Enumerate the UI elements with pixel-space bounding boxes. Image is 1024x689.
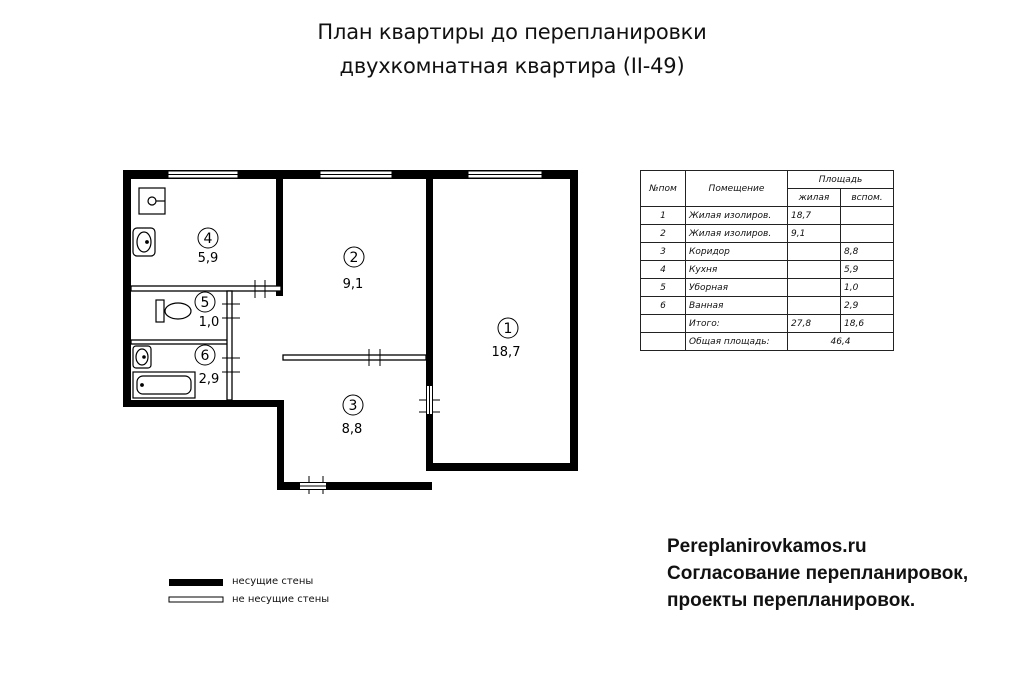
cell-aux xyxy=(841,207,894,225)
door-marks xyxy=(222,280,440,494)
cell-living: 18,7 xyxy=(788,207,841,225)
overall-label: Общая площадь: xyxy=(686,333,788,351)
cell-num: 5 xyxy=(641,279,686,297)
cell-name: Жилая изолиров. xyxy=(686,225,788,243)
footer-line-3: проекты перепланировок. xyxy=(667,590,916,611)
room-3-area: 8,8 xyxy=(341,422,363,437)
table-total-row xyxy=(641,315,894,333)
fixtures xyxy=(133,188,195,398)
room-4-number: 4 xyxy=(203,231,213,247)
table-header-aux: вспом. xyxy=(841,189,894,207)
cell-num: 4 xyxy=(641,261,686,279)
area-table xyxy=(640,170,894,351)
table-row xyxy=(641,225,894,243)
room-2-number: 2 xyxy=(349,250,359,266)
cell-living xyxy=(788,243,841,261)
legend-load-bearing-label: несущие стены xyxy=(232,576,314,587)
footer-line-2: Согласование перепланировок, xyxy=(667,563,969,584)
room-6-area: 2,9 xyxy=(198,372,220,387)
table-row xyxy=(641,243,894,261)
cell-name: Кухня xyxy=(686,261,788,279)
room-6-number: 6 xyxy=(200,348,210,364)
cell-name: Ванная xyxy=(686,297,788,315)
cell-aux: 5,9 xyxy=(841,261,894,279)
cell-living xyxy=(788,261,841,279)
cell-living: 9,1 xyxy=(788,225,841,243)
table-overall-row xyxy=(641,333,894,351)
toilet-bowl-icon xyxy=(165,303,191,319)
table-row xyxy=(641,279,894,297)
plan-title: План квартиры до перепланировки xyxy=(317,20,707,44)
cell-name: Коридор xyxy=(686,243,788,261)
cell-num: 1 xyxy=(641,207,686,225)
cell-name: Жилая изолиров. xyxy=(686,207,788,225)
total-aux: 18,6 xyxy=(841,315,894,333)
table-row xyxy=(641,207,894,225)
table-row xyxy=(641,297,894,315)
room-3-number: 3 xyxy=(348,398,358,414)
legend-load-bearing-swatch xyxy=(169,579,223,586)
plan-subtitle: двухкомнатная квартира (II-49) xyxy=(339,54,685,78)
room-1-area: 18,7 xyxy=(491,345,521,360)
total-living: 27,8 xyxy=(788,315,841,333)
cell-aux: 2,9 xyxy=(841,297,894,315)
room-1-number: 1 xyxy=(503,321,513,337)
table-header-num: №пом xyxy=(641,171,686,207)
cell-num: 2 xyxy=(641,225,686,243)
legend-partition-label: не несущие стены xyxy=(232,594,330,605)
total-label: Итого: xyxy=(686,315,788,333)
table-row xyxy=(641,261,894,279)
door-gap-lines xyxy=(300,386,430,486)
table-header-living: жилая xyxy=(788,189,841,207)
cell-living xyxy=(788,279,841,297)
footer-site: Pereplanirovkamos.ru xyxy=(667,536,867,557)
room-2-area: 9,1 xyxy=(342,277,364,292)
cell-aux xyxy=(841,225,894,243)
cell-aux: 8,8 xyxy=(841,243,894,261)
room-4-area: 5,9 xyxy=(197,251,219,266)
cell-num: 3 xyxy=(641,243,686,261)
cell-name: Уборная xyxy=(686,279,788,297)
table-header-area: Площадь xyxy=(788,171,894,189)
toilet-tank-icon xyxy=(156,300,164,322)
room-5-number: 5 xyxy=(200,295,210,311)
legend-partition-swatch xyxy=(169,597,223,602)
burner-icon xyxy=(148,197,156,205)
overall-value: 46,4 xyxy=(788,333,894,351)
cell-num: 6 xyxy=(641,297,686,315)
cell-aux: 1,0 xyxy=(841,279,894,297)
cell-living xyxy=(788,297,841,315)
room-5-area: 1,0 xyxy=(198,315,220,330)
door-gaps xyxy=(300,386,432,489)
table-header-room: Помещение xyxy=(686,171,788,207)
